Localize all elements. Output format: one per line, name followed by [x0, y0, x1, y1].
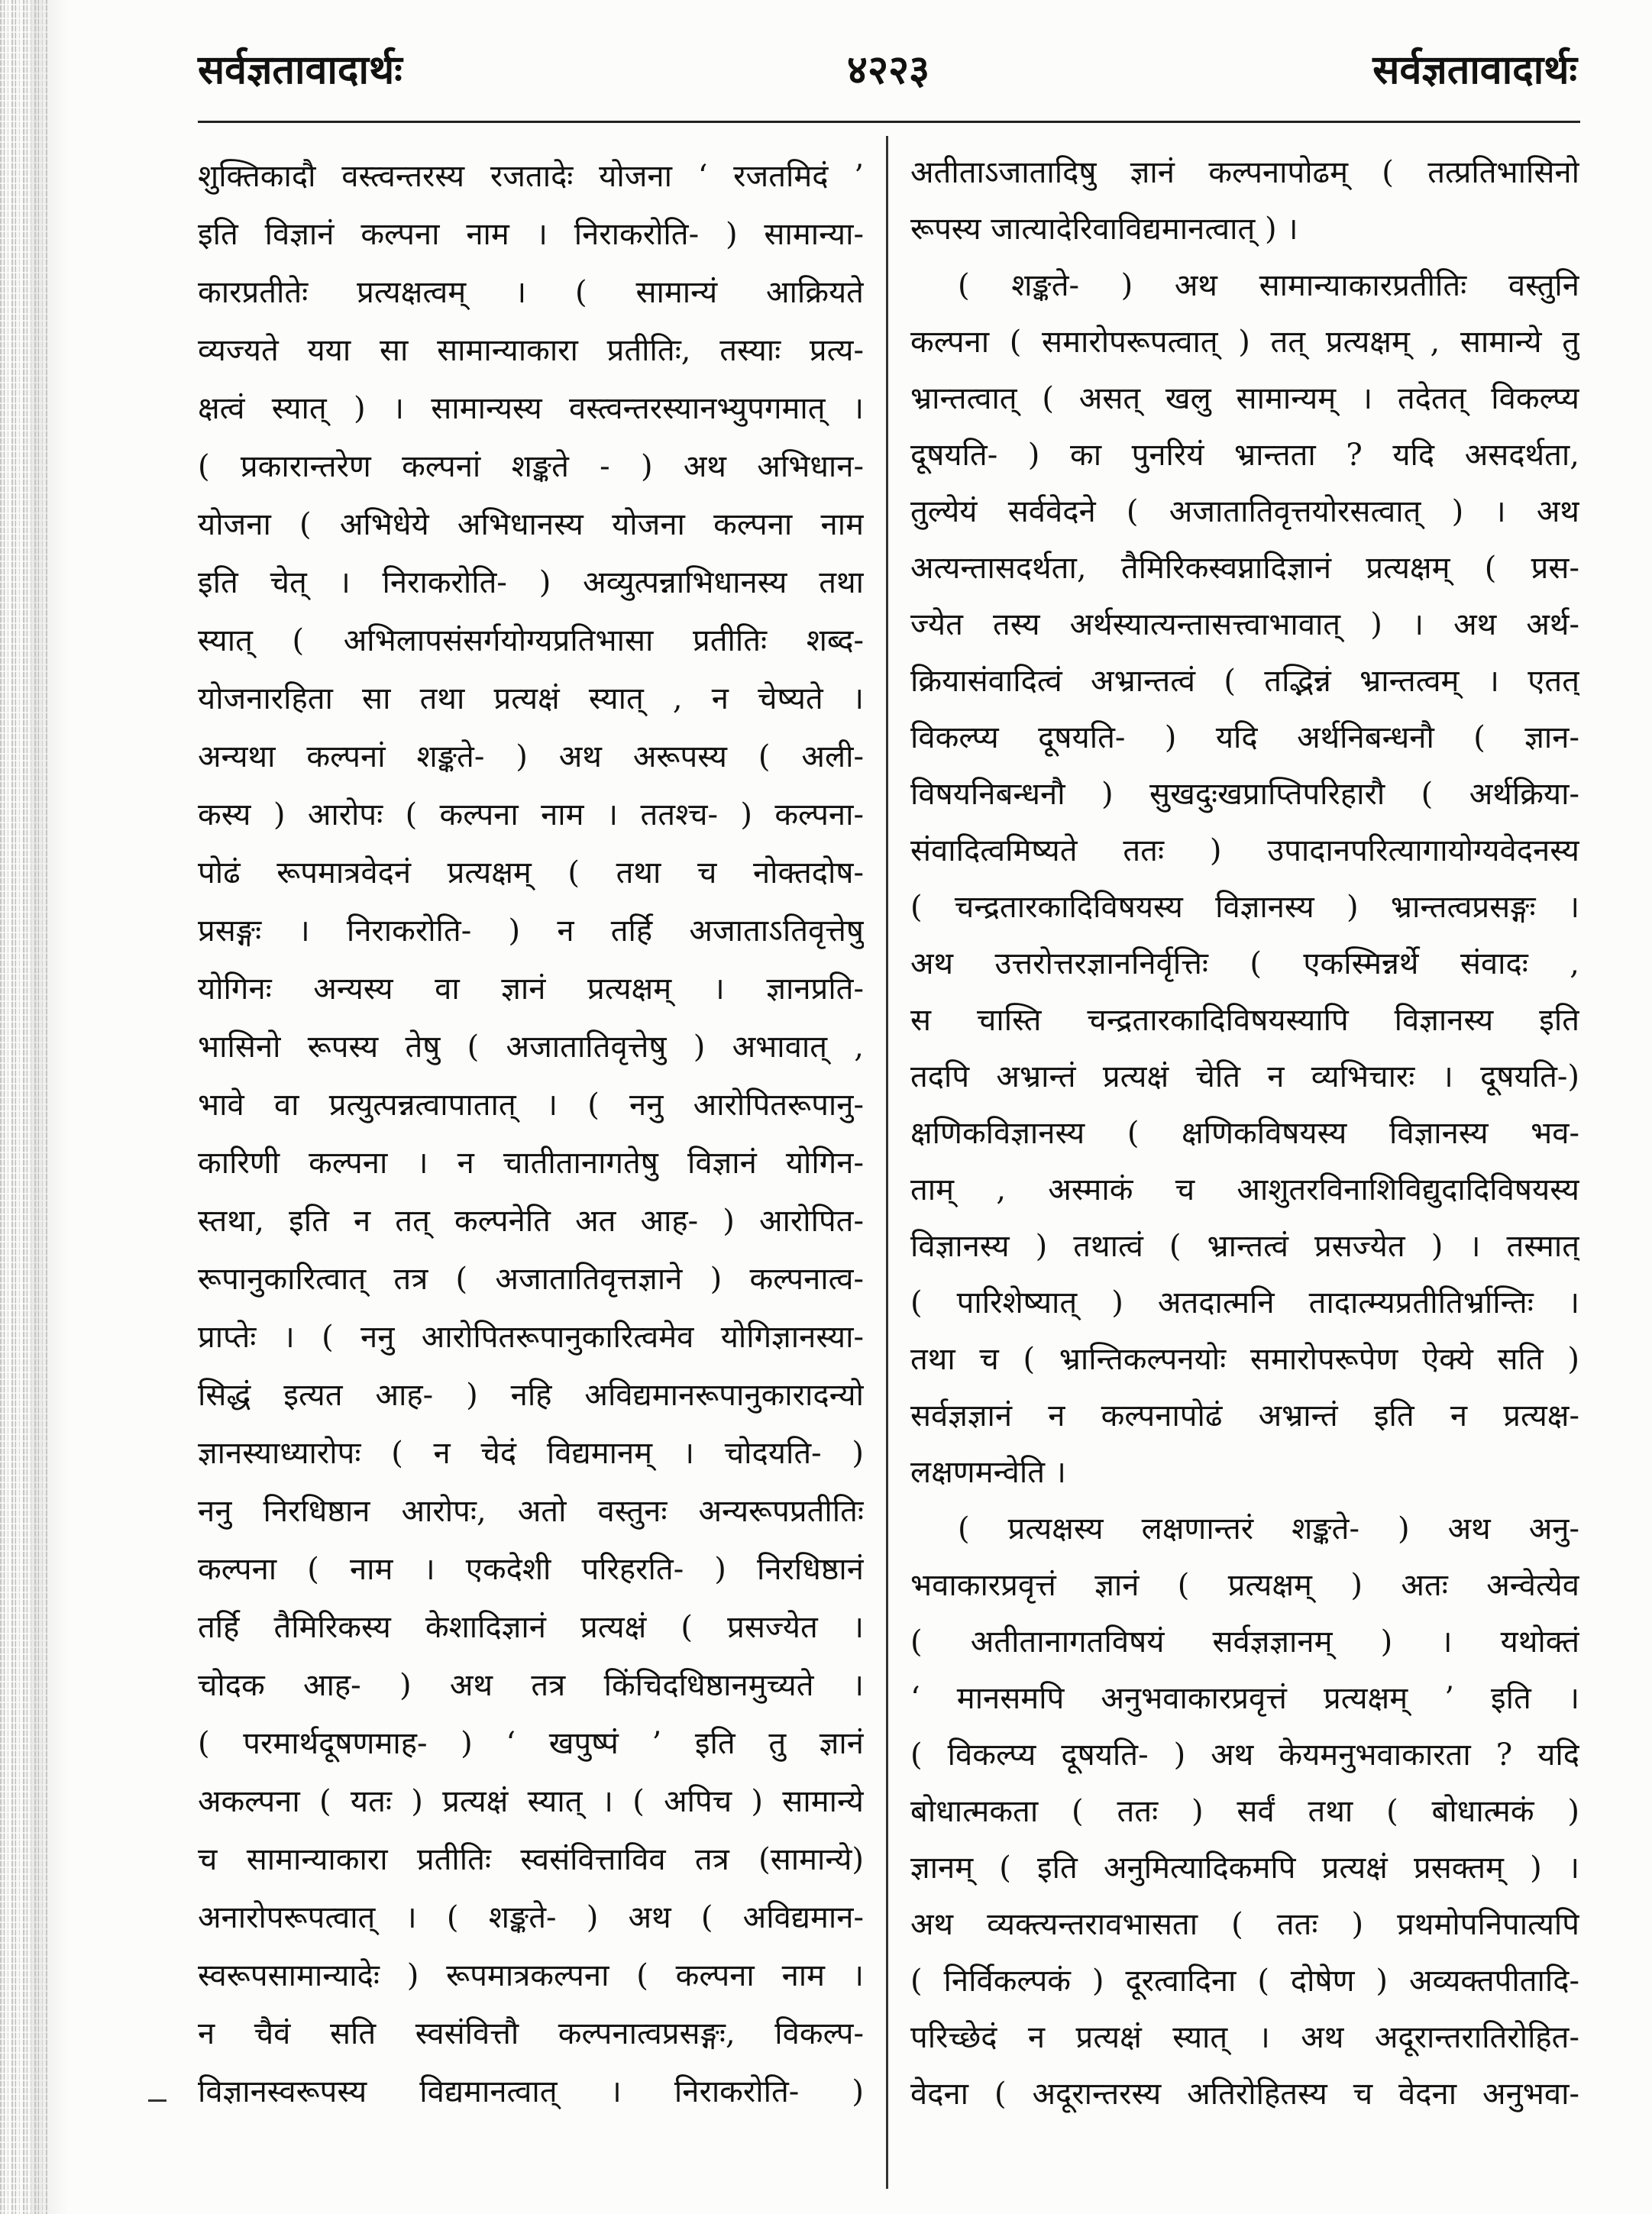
text-line: तथा च ( भ्रान्तिकल्पनयोः समारोपरूपेण ऐक्ये सति ) — [910, 1342, 1579, 1377]
text-line: कल्पना ( नाम । एकदेशी परिहरति- ) निरधिष्ठानं — [198, 1552, 864, 1587]
text-line: परिच्छेदं न प्रत्यक्षं स्यात् । अथ अदूरान्तरातिरोहित- — [910, 2020, 1579, 2055]
text-line: ( अतीतानागतविषयं सर्वज्ञज्ञानम् ) । यथोक्तं — [910, 1624, 1579, 1660]
running-head-left: सर्वज्ञतावादार्थः — [198, 47, 402, 93]
text-line: सिद्धं इत्यत आह- ) नहि अविद्यमानरूपानुकारादन्यो — [198, 1378, 864, 1413]
text-line: व्यज्यते यया सा सामान्याकारा प्रतीतिः, तस्याः प्रत्य- — [198, 333, 864, 368]
text-line: चोदक आह- ) अथ तत्र किंचिदधिष्ठानमुच्यते । — [198, 1668, 864, 1703]
text-line: कारिणी कल्पना । न चातीतानागतेषु विज्ञानं योगिन- — [198, 1146, 864, 1181]
text-line: शुक्तिकादौ वस्त्वन्तरस्य रजतादेः योजना ‘ रजतमिदं ’ — [198, 159, 864, 194]
column-divider — [886, 136, 888, 2189]
text-line: भ्रान्तत्वात् ( असत् खलु सामान्यम् । तदेतत् विकल्प्य — [910, 381, 1579, 416]
text-line: ( चन्द्रतारकादिविषयस्य विज्ञानस्य ) भ्रान्तत्वप्रसङ्गः । — [910, 890, 1579, 925]
text-line: भावे वा प्रत्युत्पन्नत्वापातात् । ( ननु आरोपितरूपानु- — [198, 1088, 864, 1123]
text-line: तर्हि तैमिरिकस्य केशादिज्ञानं प्रत्यक्षं ( प्रसज्येत । — [198, 1610, 864, 1645]
left-column — [198, 147, 864, 2121]
text-line: स्यात् ( अभिलापसंसर्गयोग्यप्रतिभासा प्रतीतिः शब्द- — [198, 623, 864, 658]
text-line: क्रियासंवादित्वं अभ्रान्तत्वं ( तद्भिन्नं भ्रान्तत्वम् । एतत् — [910, 664, 1579, 699]
text-line: योजनारहिता सा तथा प्रत्यक्षं स्यात् , न चेष्यते । — [198, 681, 864, 716]
text-line: अतीताऽजातादिषु ज्ञानं कल्पनापोढम् ( तत्प्रतिभासिनो — [910, 155, 1579, 190]
stray-ink-mark — [148, 2099, 166, 2102]
scan-edge-fade — [31, 0, 69, 2214]
text-line: अत्यन्तासदर्थता, तैमिरिकस्वप्नादिज्ञानं प्रत्यक्षम् ( प्रस- — [910, 551, 1579, 586]
text-line: प्राप्तेः । ( ननु आरोपितरूपानुकारित्वमेव योगिज्ञानस्या- — [198, 1320, 864, 1355]
text-line: स्तथा, इति न तत् कल्पनेति अत आह- ) आरोपित- — [198, 1204, 864, 1239]
paragraph-end-line: रूपस्य जात्यादेरिवाविद्यमानत्वात् ) । — [910, 212, 1298, 247]
text-line: अन्यथा कल्पनां शङ्कते- ) अथ अरूपस्य ( अली- — [198, 739, 864, 774]
text-line: कस्य ) आरोपः ( कल्पना नाम । ततश्च- ) कल्पना- — [198, 797, 864, 832]
text-line: तदपि अभ्रान्तं प्रत्यक्षं चेति न व्यभिचारः । दूषयति-) — [910, 1059, 1579, 1094]
text-line: स चास्ति चन्द्रतारकादिविषयस्यापि विज्ञानस्य इति — [910, 1003, 1579, 1038]
text-line: कारप्रतीतेः प्रत्यक्षत्वम् । ( सामान्यं आक्रियते — [198, 275, 864, 310]
text-line: अथ उत्तरोत्तरज्ञाननिर्वृत्तिः ( एकस्मिन्नर्थे संवादः , — [910, 946, 1579, 981]
text-line: सर्वज्ञज्ञानं न कल्पनापोढं अभ्रान्तं इति न प्रत्यक्ष- — [910, 1398, 1579, 1433]
text-line: विज्ञानस्वरूपस्य विद्यमानत्वात् । निराकरोति- ) — [198, 2074, 864, 2109]
text-line: इति चेत् । निराकरोति- ) अव्युत्पन्नाभिधानस्य तथा — [198, 565, 864, 600]
paragraph-start-line: ( प्रत्यक्षस्य लक्षणान्तरं शङ्कते- ) अथ अनु- — [958, 1511, 1579, 1547]
text-line: विज्ञानस्य ) तथात्वं ( भ्रान्तत्वं प्रसज्येत ) । तस्मात् — [910, 1229, 1579, 1264]
text-line: तुल्येयं सर्ववेदने ( अजातातिवृत्तयोरसत्वात् ) । अथ — [910, 494, 1579, 529]
text-line: अथ व्यक्त्यन्तरावभासता ( ततः ) प्रथमोपनिपात्यपि — [910, 1907, 1579, 1942]
text-line: कल्पना ( समारोपरूपत्वात् ) तत् प्रत्यक्षम् , सामान्ये तु — [910, 325, 1579, 360]
text-line: न चैवं सति स्वसंवित्तौ कल्पनात्वप्रसङ्गः, विकल्प- — [198, 2016, 864, 2051]
text-line: ( परमार्थदूषणमाह- ) ‘ खपुष्पं ’ इति तु ज्ञानं — [198, 1726, 864, 1761]
paragraph-end-line: लक्षणमन्वेति । — [910, 1455, 1066, 1490]
text-line: योजना ( अभिधेये अभिधानस्य योजना कल्पना नाम — [198, 507, 864, 542]
paragraph-start-line: ( शङ्कते- ) अथ सामान्याकारप्रतीतिः वस्तुनि — [958, 268, 1579, 303]
text-line: ‘ मानसमपि अनुभवाकारप्रवृत्तं प्रत्यक्षम् ’ इति । — [910, 1681, 1579, 1716]
text-line: संवादित्वमिष्यते ततः ) उपादानपरित्यागायोग्यवेदनस्य — [910, 833, 1579, 868]
text-line: योगिनः अन्यस्य वा ज्ञानं प्रत्यक्षम् । ज्ञानप्रति- — [198, 971, 864, 1007]
text-line: क्षणिकविज्ञानस्य ( क्षणिकविषयस्य विज्ञानस्य भव- — [910, 1116, 1579, 1151]
text-line: ( पारिशेष्यात् ) अतदात्मनि तादात्म्यप्रतीतिर्भ्रान्तिः । — [910, 1285, 1579, 1320]
text-line: ज्ञानस्याध्यारोपः ( न चेदं विद्यमानम् । चोदयति- ) — [198, 1436, 864, 1471]
text-line: भवाकारप्रवृत्तं ज्ञानं ( प्रत्यक्षम् ) अतः अन्वेत्येव — [910, 1568, 1579, 1603]
text-line: विकल्प्य दूषयति- ) यदि अर्थनिबन्धनौ ( ज्ञान- — [910, 720, 1579, 755]
text-line: ( निर्विकल्पकं ) दूरत्वादिना ( दोषेण ) अव्यक्तपीतादि- — [910, 1964, 1579, 1999]
text-line: ननु निरधिष्ठान आरोपः, अतो वस्तुनः अन्यरूपप्रतीतिः — [198, 1494, 864, 1529]
right-column — [910, 144, 1579, 2122]
text-line: ज्येत तस्य अर्थस्यात्यन्तासत्त्वाभावात् ) । अथ अर्थ- — [910, 607, 1579, 642]
text-line: विषयनिबन्धनौ ) सुखदुःखप्राप्तिपरिहारौ ( अर्थक्रिया- — [910, 777, 1579, 812]
text-line: अनारोपरूपत्वात् । ( शङ्कते- ) अथ ( अविद्यमान- — [198, 1900, 864, 1935]
text-line: भासिनो रूपस्य तेषु ( अजातातिवृत्तेषु ) अभावात् , — [198, 1029, 864, 1065]
text-line: क्षत्वं स्यात् ) । सामान्यस्य वस्त्वन्तरस्यानभ्युपगमात् । — [198, 391, 864, 426]
header-rule — [198, 121, 1580, 123]
text-line: वेदना ( अदूरान्तरस्य अतिरोहितस्य च वेदना अनुभवा- — [910, 2077, 1579, 2112]
text-line: ज्ञानम् ( इति अनुमित्यादिकमपि प्रत्यक्षं प्रसक्तम् ) । — [910, 1850, 1579, 1886]
text-line: दूषयति- ) का पुनरियं भ्रान्तता ? यदि असदर्थता, — [910, 438, 1579, 473]
running-head-right: सर्वज्ञतावादार्थः — [1372, 47, 1577, 93]
text-line: पोढं रूपमात्रवेदनं प्रत्यक्षम् ( तथा च नोक्तदोष- — [198, 855, 864, 890]
text-line: बोधात्मकता ( ततः ) सर्वं तथा ( बोधात्मकं ) — [910, 1794, 1579, 1829]
page-number: ४२२३ — [846, 47, 930, 93]
text-line: ताम् , अस्माकं च आशुतरविनाशिविद्युदादिविषयस्य — [910, 1172, 1579, 1207]
text-line: ( प्रकारान्तरेण कल्पनां शङ्कते - ) अथ अभिधान- — [198, 449, 864, 484]
text-line: रूपानुकारित्वात् तत्र ( अजातातिवृत्तज्ञाने ) कल्पनात्व- — [198, 1262, 864, 1297]
text-line: ( विकल्प्य दूषयति- ) अथ केयमनुभवाकारता ? यदि — [910, 1737, 1579, 1773]
text-line: इति विज्ञानं कल्पना नाम । निराकरोति- ) सामान्या- — [198, 217, 864, 252]
text-line: स्वरूपसामान्यादेः ) रूपमात्रकल्पना ( कल्पना नाम । — [198, 1958, 864, 1993]
text-line: प्रसङ्गः । निराकरोति- ) न तर्हि अजाताऽतिवृत्तेषु — [198, 913, 864, 949]
text-line: च सामान्याकारा प्रतीतिः स्वसंवित्ताविव तत्र (सामान्ये) — [198, 1842, 864, 1877]
text-line: अकल्पना ( यतः ) प्रत्यक्षं स्यात् । ( अपिच ) सामान्ये — [198, 1784, 864, 1819]
